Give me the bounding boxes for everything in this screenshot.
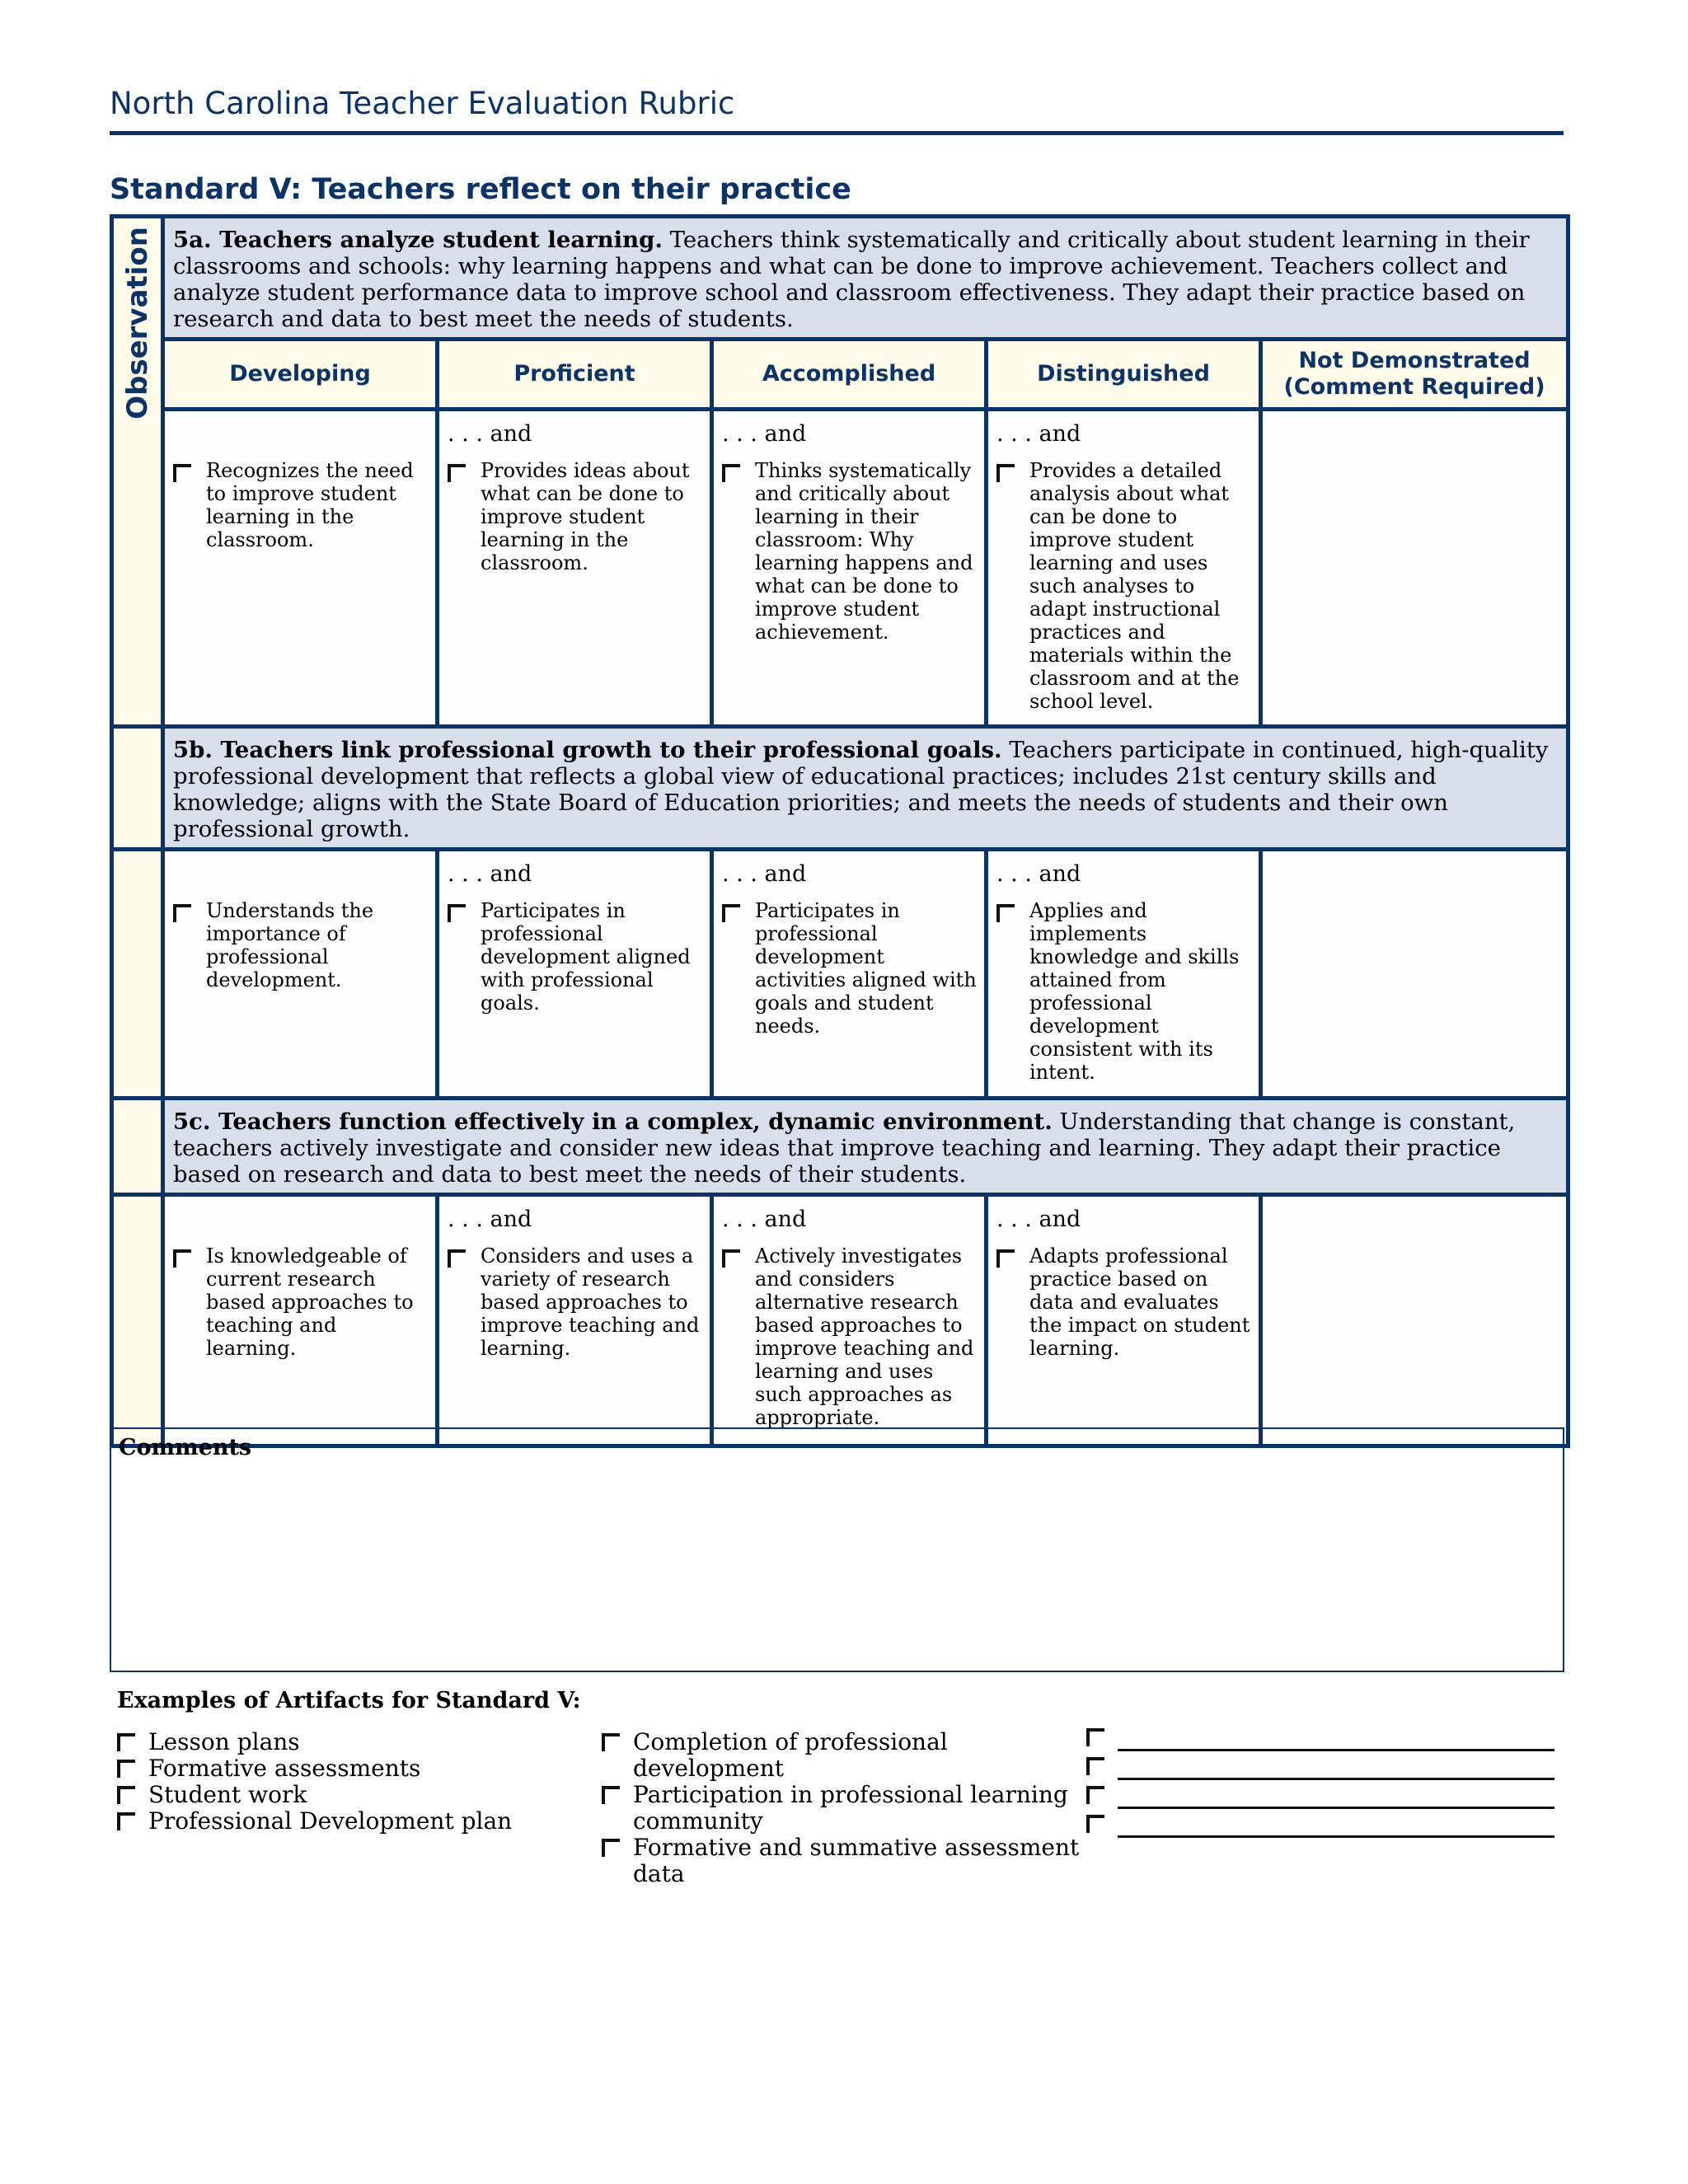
item-5b-accomplished: Participates in professional development activities aligned with goals and student needs. (755, 899, 977, 1038)
checkbox-icon[interactable] (722, 904, 740, 922)
cell-5b-distinguished (987, 850, 1261, 1099)
checkbox-icon[interactable] (117, 1733, 135, 1751)
level-header-developing: Developing (163, 340, 438, 410)
checkbox-icon[interactable] (1086, 1786, 1104, 1804)
checkbox-icon[interactable] (173, 1249, 191, 1268)
item-5a-accomplished: Thinks systematically and critically about learning in their classroom: Why learning happens and what can be done to improve student achievement. (755, 459, 973, 644)
item-5a-developing: Recognizes the need to improve student learning in the classroom. (206, 459, 414, 551)
side-spacer (112, 1195, 163, 1446)
artifact-blank-item (1086, 1812, 1564, 1841)
checkbox-icon[interactable] (722, 464, 740, 482)
and-label: . . . and (448, 1207, 532, 1232)
checkbox-icon[interactable] (722, 1249, 740, 1268)
and-label: . . . and (722, 1207, 807, 1232)
cell-5b-proficient (438, 850, 712, 1099)
and-label: . . . and (996, 861, 1081, 887)
element-5b-text: Teachers participate in continued, high-quality professional development that reflects a global view of educational practices; includes 21st century skills and knowledge; aligns with the State Board of Education priorities; and meets the needs of students and their own professional growth. (173, 737, 1549, 842)
cell-5b-accomplished (712, 850, 987, 1099)
element-5b-title: 5b. Teachers link professional growth to their professional goals. (173, 737, 1002, 763)
cell-5a-distinguished (987, 410, 1261, 727)
and-label: . . . and (722, 421, 807, 447)
standard-heading: Standard V: Teachers reflect on their practice (110, 173, 851, 206)
artifact-item: Completion of professional development (602, 1729, 1080, 1782)
checkbox-icon[interactable] (448, 1249, 466, 1268)
cell-5c-proficient (438, 1195, 712, 1446)
element-5a-title: 5a. Teachers analyze student learning. (173, 227, 663, 253)
checkbox-icon[interactable] (602, 1733, 620, 1751)
item-5c-proficient: Considers and uses a variety of research based approaches to improve teaching and learning. (481, 1244, 700, 1360)
artifact-item: Student work (117, 1782, 579, 1808)
element-5c-description (163, 1099, 1568, 1195)
checkbox-icon[interactable] (996, 904, 1015, 922)
side-spacer (112, 1099, 163, 1195)
page-title: North Carolina Teacher Evaluation Rubric (110, 86, 735, 121)
and-label: . . . and (722, 861, 807, 887)
and-label: . . . and (996, 1207, 1081, 1232)
artifacts-column-1 (117, 1729, 579, 1835)
title-divider (110, 131, 1564, 135)
comments-box[interactable] (110, 1427, 1564, 1672)
observation-label: Observation (120, 227, 154, 419)
cell-5c-not-demonstrated[interactable] (1261, 1195, 1568, 1446)
item-5c-distinguished: Adapts professional practice based on data and evaluates the impact on student learning. (1029, 1244, 1250, 1360)
checkbox-icon[interactable] (448, 464, 466, 482)
level-header-distinguished: Distinguished (987, 340, 1261, 410)
element-5a-description (163, 217, 1568, 340)
checkbox-icon[interactable] (173, 904, 191, 922)
rubric-table (110, 214, 1570, 1448)
blank-line[interactable] (1118, 1778, 1554, 1780)
artifact-item: Lesson plans (117, 1729, 579, 1755)
artifact-item: Formative assessments (117, 1755, 579, 1782)
cell-5a-accomplished (712, 410, 987, 727)
item-5a-proficient: Provides ideas about what can be done to improve student learning in the classroom. (481, 459, 690, 574)
cell-5b-developing (163, 850, 438, 1099)
and-label: . . . and (448, 421, 532, 447)
side-spacer (112, 727, 163, 850)
blank-line[interactable] (1118, 1835, 1554, 1838)
artifacts-title: Examples of Artifacts for Standard V: (117, 1688, 581, 1713)
level-header-proficient: Proficient (438, 340, 712, 410)
blank-line[interactable] (1118, 1807, 1554, 1809)
and-label: . . . and (996, 421, 1081, 447)
item-5c-developing: Is knowledgeable of current research based approaches to teaching and learning. (206, 1244, 414, 1360)
observation-side-column (112, 217, 163, 727)
and-label: . . . and (448, 861, 532, 887)
artifact-blank-item (1086, 1726, 1564, 1755)
element-5c-title: 5c. Teachers function effectively in a complex, dynamic environment. (173, 1108, 1053, 1135)
checkbox-icon[interactable] (996, 464, 1015, 482)
checkbox-icon[interactable] (117, 1812, 135, 1830)
cell-5c-accomplished (712, 1195, 987, 1446)
item-5b-developing: Understands the importance of professional development. (206, 899, 374, 991)
checkbox-icon[interactable] (1086, 1757, 1104, 1775)
cell-5b-not-demonstrated[interactable] (1261, 850, 1568, 1099)
blank-line[interactable] (1118, 1749, 1554, 1751)
checkbox-icon[interactable] (1086, 1815, 1104, 1833)
artifacts-column-2 (602, 1729, 1080, 1887)
level-header-not-demonstrated: Not Demonstrated (Comment Required) (1261, 340, 1568, 410)
item-5a-distinguished: Provides a detailed analysis about what can be done to improve student learning and uses such analyses to adapt instructional practices and materials within the classroom and at the school level. (1029, 459, 1240, 713)
artifact-blank-item (1086, 1755, 1564, 1783)
cell-5a-not-demonstrated[interactable] (1261, 410, 1568, 727)
checkbox-icon[interactable] (448, 904, 466, 922)
cell-5c-developing (163, 1195, 438, 1446)
element-5a-text: Teachers think systematically and critically about student learning in their classrooms and schools: why learning happens and what can be done to improve achievement. Teachers collect and analyze student performance data to improve school and classroom effectiveness. They adapt their practice based on research and data to best meet the needs of students. (173, 227, 1530, 332)
side-spacer (112, 850, 163, 1099)
checkbox-icon[interactable] (996, 1249, 1015, 1268)
item-5c-accomplished: Actively investigates and considers alternative research based approaches to improve teaching and learning and uses such approaches as appropriate. (755, 1244, 974, 1429)
artifact-blank-item (1086, 1783, 1564, 1812)
checkbox-icon[interactable] (602, 1786, 620, 1804)
checkbox-icon[interactable] (1086, 1728, 1104, 1746)
cell-5a-developing (163, 410, 438, 727)
item-5b-proficient: Participates in professional development aligned with professional goals. (481, 899, 691, 1015)
checkbox-icon[interactable] (602, 1839, 620, 1857)
item-5b-distinguished: Applies and implements knowledge and skills attained from professional development consistent with its intent. (1029, 899, 1240, 1084)
element-5b-description (163, 727, 1568, 850)
cell-5a-proficient (438, 410, 712, 727)
artifact-item: Professional Development plan (117, 1808, 579, 1835)
checkbox-icon[interactable] (173, 464, 191, 482)
artifact-item: Participation in professional learning community (602, 1782, 1080, 1835)
comments-label: Comments (119, 1435, 252, 1460)
checkbox-icon[interactable] (117, 1760, 135, 1778)
checkbox-icon[interactable] (117, 1786, 135, 1804)
artifact-item: Formative and summative assessment data (602, 1835, 1080, 1887)
artifacts-column-3 (1086, 1726, 1564, 1841)
element-5c-text: Understanding that change is constant, teachers actively investigate and consider new ideas that improve teaching and learning. They adapt their practice based on research and data to best meet the needs of their students. (173, 1108, 1516, 1188)
level-header-accomplished: Accomplished (712, 340, 987, 410)
cell-5c-distinguished (987, 1195, 1261, 1446)
